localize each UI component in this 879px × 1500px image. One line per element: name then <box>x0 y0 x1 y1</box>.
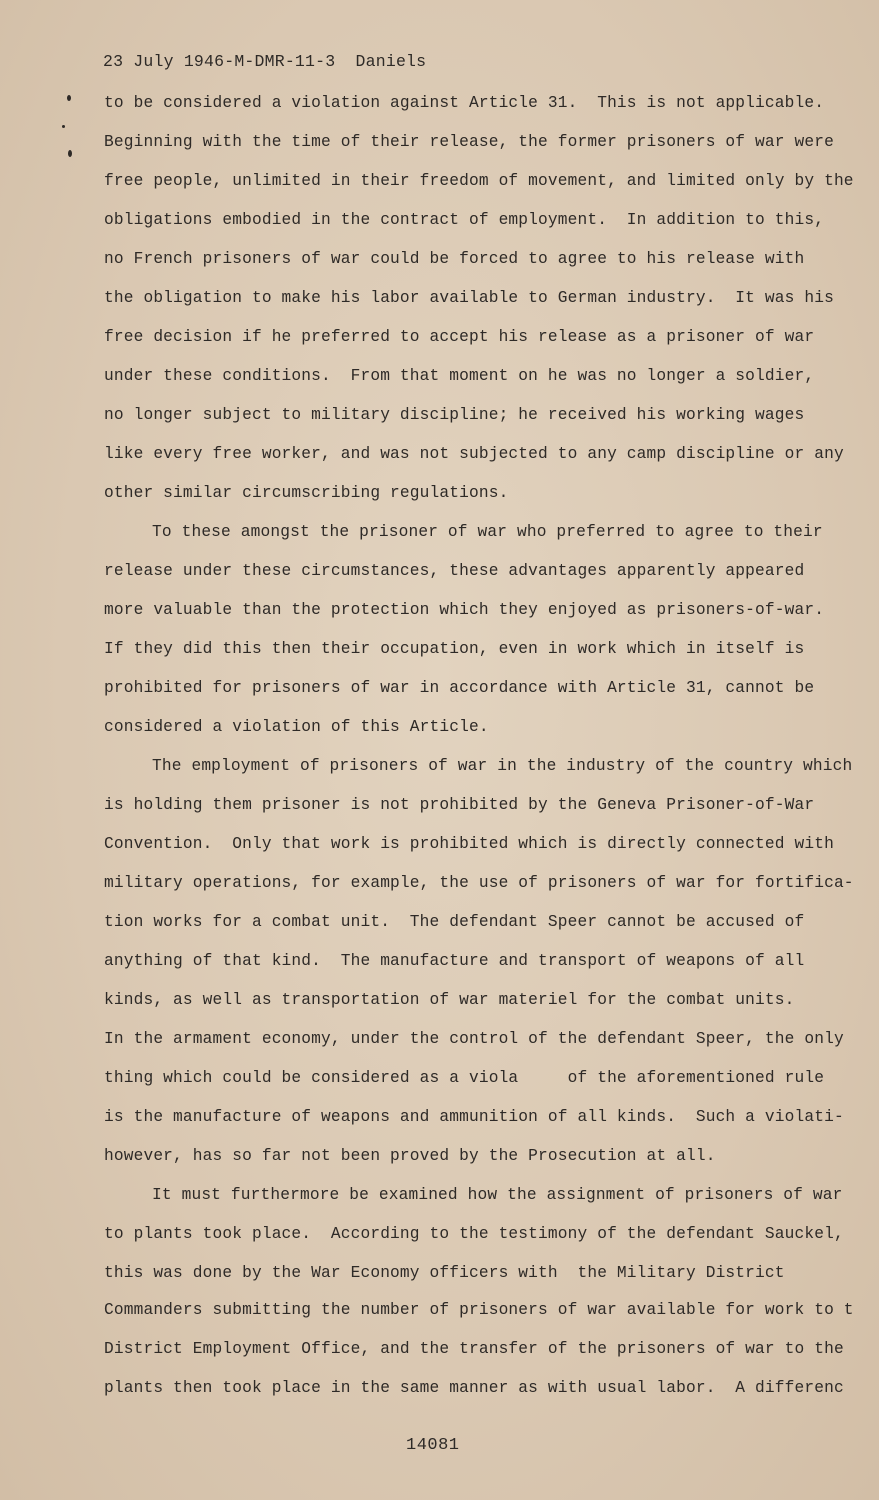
text-line: anything of that kind. The manufacture and transport of weapons of all <box>104 952 805 970</box>
text-line: no longer subject to military discipline; he received his working wages <box>104 406 805 424</box>
text-line: The employment of prisoners of war in the industry of the country which <box>152 757 853 775</box>
text-line: If they did this then their occupation, even in work which in itself is <box>104 640 805 658</box>
text-line: To these amongst the prisoner of war who preferred to agree to their <box>152 523 823 541</box>
text-line: prohibited for prisoners of war in accordance with Article 31, cannot be <box>104 679 815 697</box>
text-line: Commanders submitting the number of prisoners of war available for work to t <box>104 1301 854 1319</box>
text-line: is the manufacture of weapons and ammunition of all kinds. Such a violati- <box>104 1108 844 1126</box>
margin-mark-top <box>67 95 71 101</box>
text-line: release under these circumstances, these advantages apparently appeared <box>104 562 805 580</box>
text-line: plants then took place in the same manner as with usual labor. A differenc <box>104 1379 844 1397</box>
text-line: free people, unlimited in their freedom of movement, and limited only by the <box>104 172 854 190</box>
text-line: considered a violation of this Article. <box>104 718 489 736</box>
text-line: military operations, for example, the use of prisoners of war for fortifica- <box>104 874 854 892</box>
text-line: Convention. Only that work is prohibited which is directly connected with <box>104 835 834 853</box>
text-line: under these conditions. From that moment on he was no longer a soldier, <box>104 367 815 385</box>
text-line: no French prisoners of war could be forced to agree to his release with <box>104 250 805 268</box>
text-line: obligations embodied in the contract of employment. In addition to this, <box>104 211 825 229</box>
text-line: thing which could be considered as a viola of the aforementioned rule <box>104 1069 825 1087</box>
text-line: kinds, as well as transportation of war materiel for the combat units. <box>104 991 795 1009</box>
margin-mark-bottom <box>68 150 72 157</box>
text-line: other similar circumscribing regulations. <box>104 484 509 502</box>
text-line: District Employment Office, and the transfer of the prisoners of war to the <box>104 1340 844 1358</box>
text-line: is holding them prisoner is not prohibited by the Geneva Prisoner-of-War <box>104 796 815 814</box>
text-line: In the armament economy, under the control of the defendant Speer, the only <box>104 1030 844 1048</box>
text-line: this was done by the War Economy officers with the Military District <box>104 1264 785 1282</box>
text-line: to be considered a violation against Article 31. This is not applicable. <box>104 94 825 112</box>
margin-mark-middle <box>62 125 65 128</box>
text-line: to plants took place. According to the testimony of the defendant Sauckel, <box>104 1225 844 1243</box>
text-line: the obligation to make his labor available to German industry. It was his <box>104 289 834 307</box>
page-number: 14081 <box>406 1436 460 1455</box>
text-line: more valuable than the protection which they enjoyed as prisoners-of-war. <box>104 601 825 619</box>
text-line: tion works for a combat unit. The defendant Speer cannot be accused of <box>104 913 805 931</box>
text-line: however, has so far not been proved by the Prosecution at all. <box>104 1147 716 1165</box>
text-line: It must furthermore be examined how the assignment of prisoners of war <box>152 1186 843 1204</box>
text-line: Beginning with the time of their release, the former prisoners of war were <box>104 133 834 151</box>
document-header: 23 July 1946-M-DMR-11-3 Daniels <box>103 52 427 71</box>
text-line: free decision if he preferred to accept his release as a prisoner of war <box>104 328 815 346</box>
text-line: like every free worker, and was not subjected to any camp discipline or any <box>104 445 844 463</box>
